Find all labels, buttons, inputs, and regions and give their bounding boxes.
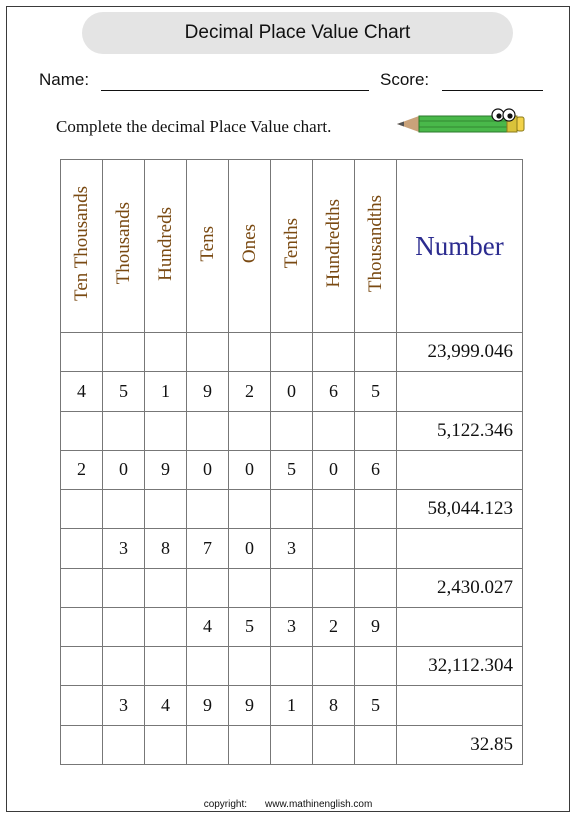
number-cell[interactable] <box>397 372 523 411</box>
digit-cell[interactable] <box>229 411 271 450</box>
digit-cell[interactable] <box>355 725 397 764</box>
digit-cell[interactable]: 9 <box>145 450 187 489</box>
digit-cell[interactable] <box>313 529 355 568</box>
digit-cell[interactable]: 5 <box>355 686 397 725</box>
digit-cell[interactable] <box>355 568 397 607</box>
digit-cell[interactable]: 2 <box>313 607 355 646</box>
digit-cell[interactable] <box>61 490 103 529</box>
digit-cell[interactable]: 2 <box>229 372 271 411</box>
digit-cell[interactable] <box>229 647 271 686</box>
digit-cell[interactable]: 7 <box>187 529 229 568</box>
digit-cell[interactable]: 2 <box>61 450 103 489</box>
digit-cell[interactable] <box>229 568 271 607</box>
digit-cell[interactable]: 4 <box>145 686 187 725</box>
number-cell[interactable]: 58,044.123 <box>397 490 523 529</box>
digit-cell[interactable] <box>103 333 145 372</box>
digit-cell[interactable] <box>145 490 187 529</box>
digit-cell[interactable]: 1 <box>145 372 187 411</box>
digit-cell[interactable] <box>229 490 271 529</box>
digit-cell[interactable] <box>355 411 397 450</box>
digit-cell[interactable]: 0 <box>103 450 145 489</box>
number-cell[interactable]: 32.85 <box>397 725 523 764</box>
digit-cell[interactable] <box>187 333 229 372</box>
digit-cell[interactable] <box>271 490 313 529</box>
number-cell[interactable]: 32,112.304 <box>397 647 523 686</box>
copyright-footer <box>7 799 569 810</box>
digit-cell[interactable] <box>145 725 187 764</box>
column-header: Hundredths <box>313 160 355 333</box>
digit-cell[interactable]: 0 <box>271 372 313 411</box>
digit-cell[interactable] <box>313 647 355 686</box>
digit-cell[interactable] <box>313 333 355 372</box>
digit-cell[interactable]: 6 <box>355 450 397 489</box>
digit-cell[interactable] <box>145 607 187 646</box>
digit-cell[interactable] <box>103 647 145 686</box>
table-row <box>61 490 523 529</box>
digit-cell[interactable]: 8 <box>145 529 187 568</box>
table-row <box>61 568 523 607</box>
worksheet-page <box>6 6 570 812</box>
digit-cell[interactable] <box>313 411 355 450</box>
digit-cell[interactable] <box>313 568 355 607</box>
column-header: Hundreds <box>145 160 187 333</box>
digit-cell[interactable] <box>271 725 313 764</box>
digit-cell[interactable] <box>187 647 229 686</box>
table-row <box>61 450 523 489</box>
digit-cell[interactable]: 5 <box>229 607 271 646</box>
worksheet-title: Decimal Place Value Chart <box>82 12 513 54</box>
digit-cell[interactable] <box>271 568 313 607</box>
digit-cell[interactable] <box>61 725 103 764</box>
digit-cell[interactable] <box>229 333 271 372</box>
digit-cell[interactable] <box>271 411 313 450</box>
digit-cell[interactable] <box>103 607 145 646</box>
table-row <box>61 411 523 450</box>
name-field[interactable] <box>101 90 369 91</box>
digit-cell[interactable]: 5 <box>355 372 397 411</box>
name-label: Name: <box>39 70 90 89</box>
digit-cell[interactable]: 0 <box>313 450 355 489</box>
digit-cell[interactable] <box>145 411 187 450</box>
number-cell[interactable] <box>397 686 523 725</box>
pencil-with-eyes-icon <box>395 107 530 137</box>
digit-cell[interactable] <box>355 333 397 372</box>
table-row <box>61 529 523 568</box>
digit-cell[interactable]: 0 <box>229 450 271 489</box>
digit-cell[interactable] <box>103 725 145 764</box>
digit-cell[interactable] <box>313 490 355 529</box>
digit-cell[interactable] <box>355 490 397 529</box>
digit-cell[interactable] <box>187 568 229 607</box>
digit-cell[interactable] <box>61 333 103 372</box>
digit-cell[interactable]: 8 <box>313 686 355 725</box>
number-column-header: Number <box>397 160 523 333</box>
column-header: Tens <box>187 160 229 333</box>
digit-cell[interactable]: 5 <box>103 372 145 411</box>
score-label: Score: <box>380 70 430 89</box>
digit-cell[interactable] <box>229 725 271 764</box>
number-cell[interactable]: 5,122.346 <box>397 411 523 450</box>
number-cell[interactable] <box>397 607 523 646</box>
column-header: Thousands <box>103 160 145 333</box>
column-header: Ones <box>229 160 271 333</box>
table-header-row <box>61 160 523 333</box>
digit-cell[interactable]: 4 <box>61 372 103 411</box>
digit-cell[interactable]: 9 <box>229 686 271 725</box>
digit-cell[interactable] <box>61 607 103 646</box>
column-header: Ten Thousands <box>61 160 103 333</box>
digit-cell[interactable] <box>271 333 313 372</box>
digit-cell[interactable] <box>187 490 229 529</box>
digit-cell[interactable] <box>103 411 145 450</box>
digit-cell[interactable] <box>145 333 187 372</box>
digit-cell[interactable]: 3 <box>103 529 145 568</box>
table-row <box>61 725 523 764</box>
copyright-label: copyright: <box>203 799 248 810</box>
digit-cell[interactable] <box>355 529 397 568</box>
digit-cell[interactable]: 0 <box>229 529 271 568</box>
number-cell[interactable]: 2,430.027 <box>397 568 523 607</box>
digit-cell[interactable] <box>61 411 103 450</box>
digit-cell[interactable]: 3 <box>103 686 145 725</box>
digit-cell[interactable] <box>355 647 397 686</box>
digit-cell[interactable]: 9 <box>187 372 229 411</box>
digit-cell[interactable] <box>187 725 229 764</box>
digit-cell[interactable]: 9 <box>187 686 229 725</box>
digit-cell[interactable] <box>61 568 103 607</box>
digit-cell[interactable] <box>313 725 355 764</box>
digit-cell[interactable]: 1 <box>271 686 313 725</box>
place-value-table <box>60 159 523 765</box>
number-cell[interactable] <box>397 529 523 568</box>
digit-cell[interactable] <box>271 647 313 686</box>
digit-cell[interactable] <box>61 529 103 568</box>
score-field[interactable] <box>442 90 543 91</box>
column-header: Thousandths <box>355 160 397 333</box>
table-row <box>61 686 523 725</box>
digit-cell[interactable] <box>61 686 103 725</box>
digit-cell[interactable] <box>61 647 103 686</box>
digit-cell[interactable]: 6 <box>313 372 355 411</box>
digit-cell[interactable]: 3 <box>271 529 313 568</box>
table-row <box>61 607 523 646</box>
column-header: Tenths <box>271 160 313 333</box>
number-cell[interactable]: 23,999.046 <box>397 333 523 372</box>
digit-cell[interactable] <box>187 411 229 450</box>
copyright-site: www.mathinenglish.com <box>265 799 373 810</box>
instruction-text: Complete the decimal Place Value chart. <box>56 117 332 136</box>
digit-cell[interactable]: 5 <box>271 450 313 489</box>
digit-cell[interactable]: 4 <box>187 607 229 646</box>
digit-cell[interactable]: 9 <box>355 607 397 646</box>
digit-cell[interactable]: 0 <box>187 450 229 489</box>
digit-cell[interactable]: 3 <box>271 607 313 646</box>
digit-cell[interactable] <box>103 490 145 529</box>
table-row <box>61 647 523 686</box>
digit-cell[interactable] <box>145 568 187 607</box>
name-score-row <box>39 70 545 96</box>
table-row <box>61 372 523 411</box>
table-row <box>61 333 523 372</box>
digit-cell[interactable] <box>145 647 187 686</box>
number-cell[interactable] <box>397 450 523 489</box>
digit-cell[interactable] <box>103 568 145 607</box>
